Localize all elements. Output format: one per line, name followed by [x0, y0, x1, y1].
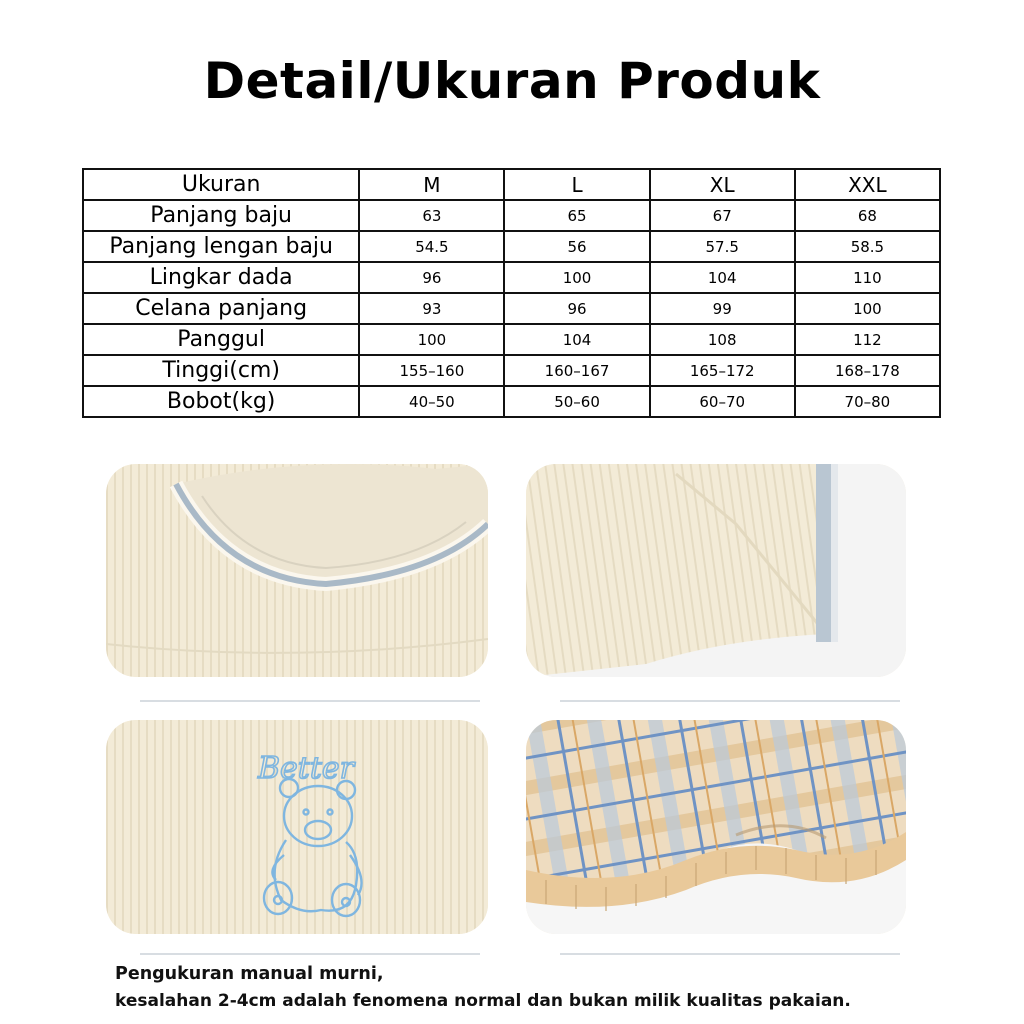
table-row [83, 293, 940, 324]
table-cell: 63 [359, 200, 504, 231]
header-cell: XXL [795, 169, 940, 200]
table-cell: 65 [504, 200, 649, 231]
header-cell: L [504, 169, 649, 200]
header-cell: Ukuran [83, 169, 359, 200]
table-row [83, 200, 940, 231]
bear-embroidery-illustration [106, 720, 488, 934]
table-cell: 58.5 [795, 231, 940, 262]
table-cell: 96 [504, 293, 649, 324]
row-label: Tinggi(cm) [83, 355, 359, 386]
collar-illustration [106, 464, 488, 677]
sleeve-illustration [526, 464, 906, 677]
table-row [83, 386, 940, 417]
size-table-header-row [83, 169, 940, 200]
table-cell: 96 [359, 262, 504, 293]
pants-cuff-photo [526, 720, 906, 934]
measurement-note-line-1: Pengukuran manual murni, [115, 964, 384, 984]
header-cell: M [359, 169, 504, 200]
table-cell: 110 [795, 262, 940, 293]
table-row [83, 231, 940, 262]
sleeve-detail-photo [526, 464, 906, 677]
table-row [83, 355, 940, 386]
table-cell: 160–167 [504, 355, 649, 386]
row-label: Panjang baju [83, 200, 359, 231]
table-cell: 112 [795, 324, 940, 355]
table-cell: 100 [795, 293, 940, 324]
divider [140, 953, 480, 955]
row-label: Panjang lengan baju [83, 231, 359, 262]
divider [560, 953, 900, 955]
table-cell: 57.5 [650, 231, 795, 262]
table-cell: 104 [504, 324, 649, 355]
size-table [82, 168, 941, 418]
embroidery-text: Better [258, 751, 355, 786]
table-cell: 165–172 [650, 355, 795, 386]
plaid-pants-illustration [526, 720, 906, 934]
measurement-note-line-2: kesalahan 2-4cm adalah fenomena normal dan bukan milik kualitas pakaian. [115, 991, 851, 1011]
row-label: Celana panjang [83, 293, 359, 324]
table-cell: 67 [650, 200, 795, 231]
bear-embroidery-photo [106, 720, 488, 934]
row-label: Bobot(kg) [83, 386, 359, 417]
table-cell: 100 [504, 262, 649, 293]
table-cell: 68 [795, 200, 940, 231]
row-label: Lingkar dada [83, 262, 359, 293]
table-cell: 60–70 [650, 386, 795, 417]
table-cell: 93 [359, 293, 504, 324]
header-cell: XL [650, 169, 795, 200]
table-cell: 168–178 [795, 355, 940, 386]
table-cell: 108 [650, 324, 795, 355]
table-row [83, 324, 940, 355]
table-row [83, 262, 940, 293]
table-cell: 104 [650, 262, 795, 293]
table-cell: 155–160 [359, 355, 504, 386]
row-label: Panggul [83, 324, 359, 355]
divider [140, 700, 480, 702]
table-cell: 40–50 [359, 386, 504, 417]
table-cell: 100 [359, 324, 504, 355]
table-cell: 54.5 [359, 231, 504, 262]
table-cell: 56 [504, 231, 649, 262]
table-cell: 70–80 [795, 386, 940, 417]
page-title: Detail/Ukuran Produk [203, 52, 821, 110]
table-cell: 50–60 [504, 386, 649, 417]
collar-detail-photo [106, 464, 488, 677]
table-cell: 99 [650, 293, 795, 324]
divider [560, 700, 900, 702]
